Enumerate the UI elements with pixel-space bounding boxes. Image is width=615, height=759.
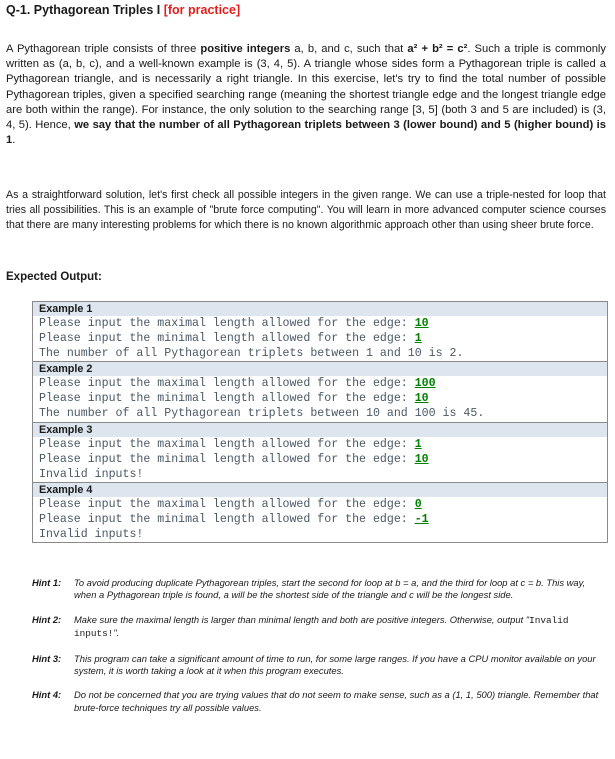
intro-text-4: . xyxy=(12,134,16,147)
user-input-value: 10 xyxy=(414,452,429,466)
example-heading: Example 1 xyxy=(33,302,607,316)
expected-output-heading: Expected Output: xyxy=(6,271,102,283)
console-result: The number of all Pythagorean triplets between 1 and 10 is 2. xyxy=(39,347,464,361)
intro-text-2: a, b, and c, such that xyxy=(290,43,408,55)
min-prompt: Please input the minimal length allowed for the edge: xyxy=(39,392,415,406)
console-line xyxy=(33,316,607,331)
hint-text xyxy=(74,614,569,638)
hint-code: Invalid inputs! xyxy=(74,614,569,640)
hint-3 xyxy=(32,653,606,678)
max-prompt: Please input the maximal length allowed for the edge: xyxy=(39,497,415,511)
hint-text-part: ". xyxy=(113,627,120,639)
brute-force-paragraph: As a straightforward solution, let's first check all possible integers in the given range. We can use a triple-nested for loop that tries all possibilities. This is an example of "brute force computing". You will learn in more advanced computer science courses that there are many interesting problems for which there is no known algorithmic approach other than using sheer brute force. xyxy=(6,189,606,231)
console-line xyxy=(33,437,607,452)
practice-tag: [for practice] xyxy=(163,3,241,17)
intro-bold-2: we say that the number of all Pythagorean triplets between 3 (lower bound) and 5 (higher bound) is 1 xyxy=(6,119,606,147)
hint-2 xyxy=(32,614,606,641)
console-line xyxy=(33,497,607,512)
user-input-value: 0 xyxy=(414,497,422,511)
expected-output-box xyxy=(32,301,608,543)
min-prompt: Please input the minimal length allowed for the edge: xyxy=(39,512,415,526)
pythagorean-formula: a² + b² = c² xyxy=(407,43,468,55)
max-prompt: Please input the maximal length allowed for the edge: xyxy=(39,437,415,451)
hint-label: Hint 2: xyxy=(32,613,62,625)
max-prompt: Please input the maximal length allowed for the edge: xyxy=(39,317,415,330)
max-prompt: Please input the maximal length allowed for the edge: xyxy=(39,377,415,391)
console-result: Invalid inputs! xyxy=(39,467,144,481)
user-input-value: 100 xyxy=(414,377,436,391)
min-prompt: Please input the minimal length allowed for the edge: xyxy=(39,452,415,466)
question-title xyxy=(6,3,240,17)
hints-section xyxy=(32,577,606,726)
example-heading: Example 2 xyxy=(33,361,607,376)
console-line xyxy=(33,452,607,467)
hint-4 xyxy=(32,689,606,714)
hint-1 xyxy=(32,577,606,602)
console-line xyxy=(33,391,607,406)
hint-text: To avoid producing duplicate Pythagorean triples, start the second for loop at b = a, and the third for loop at c = b. This way, when a Pythagorean triple is found, a will be the shortest side of the triangle and c will be the longest side. xyxy=(74,577,586,601)
user-input-value: 1 xyxy=(414,332,422,346)
title-text: Q-1. Pythagorean Triples I xyxy=(6,3,161,17)
console-line xyxy=(33,376,607,391)
example-heading: Example 4 xyxy=(33,482,607,497)
hint-text: This program can take a significant amount of time to run, for some large ranges. If you have a CPU monitor available on your system, it is worth taking a look at it when this program executes. xyxy=(74,652,596,677)
user-input-value: 1 xyxy=(414,437,422,451)
console-result: The number of all Pythagorean triplets between 10 and 100 is 45. xyxy=(39,407,485,421)
hint-label: Hint 3: xyxy=(32,652,62,664)
hint-text: Do not be concerned that you are trying values that do not seem to make sense, such as a (1, 1, 500) triangle. Remember that brute-force techniques try all possible values. xyxy=(74,689,599,713)
user-input-value: -1 xyxy=(414,512,429,526)
console-result: Invalid inputs! xyxy=(39,528,144,542)
console-line xyxy=(33,512,607,527)
hint-text-part: Make sure the maximal length is larger than minimal length and both are positive integers. Otherwise, output " xyxy=(74,613,530,625)
user-input-value: 10 xyxy=(414,317,429,330)
user-input-value: 10 xyxy=(414,392,429,406)
console-line xyxy=(33,331,607,346)
min-prompt: Please input the minimal length allowed for the edge: xyxy=(39,332,415,346)
intro-bold-1: positive integers xyxy=(200,43,291,55)
intro-text-3: . Such a triple is commonly written as (a, b, c), and a well-known example is (3, 4, 5). A triangle whose sides form a Pythagorean triple is called a Pythagorean triangle, and is necessarily a right triangle. In this exercise, let's try to find the total number of possible Pythagorean triples, given a specified searching range (meaning the shortest triangle edge and the longest triangle edge are both within the range). For instance, the only solution to the searching range [3, 5] (both 3 and 5 are included) is (3, 4, 5). Hence, xyxy=(6,43,607,132)
hint-label: Hint 4: xyxy=(32,689,62,701)
example-heading: Example 3 xyxy=(33,422,607,437)
hint-label: Hint 1: xyxy=(32,577,62,588)
intro-text-1: A Pythagorean triple consists of three xyxy=(6,43,201,55)
intro-paragraph xyxy=(6,42,606,148)
